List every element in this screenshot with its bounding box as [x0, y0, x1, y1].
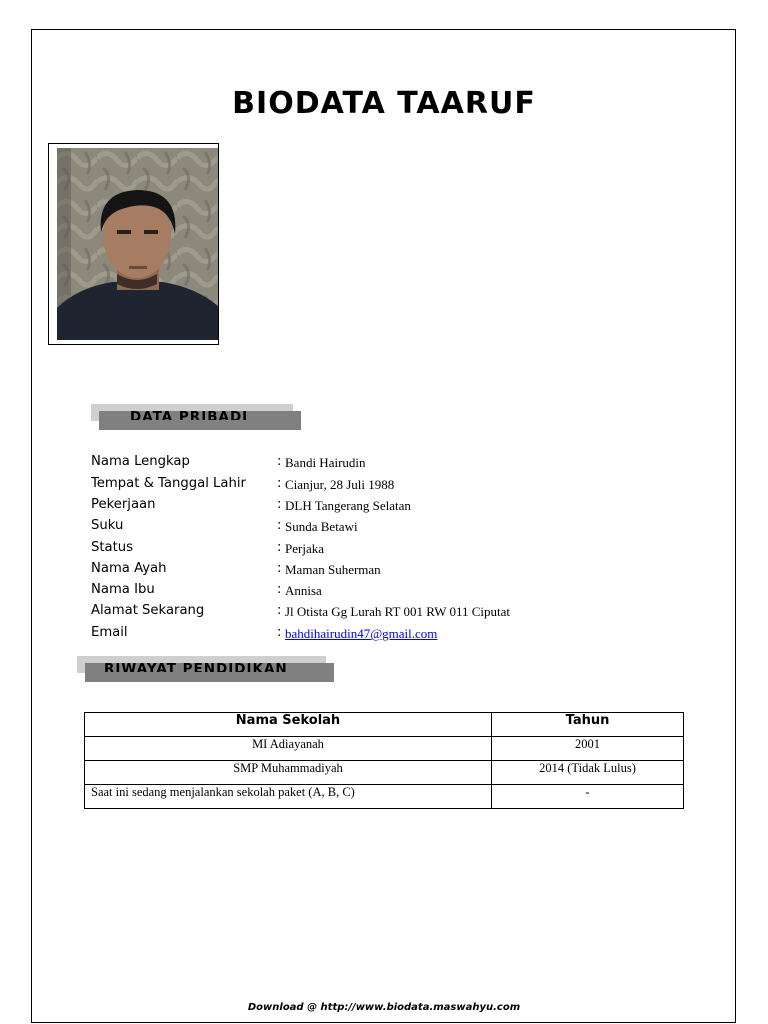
- field-row-tempat-tanggal-lahir: [91, 476, 691, 496]
- table-header-row: [85, 713, 684, 737]
- field-row-nama-ibu: [91, 582, 691, 602]
- field-label: Nama Lengkap: [91, 454, 190, 469]
- download-footer: Download @ http://www.biodata.maswahyu.com: [247, 1002, 521, 1013]
- column-header-year: Tahun: [492, 713, 684, 737]
- field-value: Perjaka: [285, 541, 324, 556]
- field-row-nama-ayah: [91, 561, 691, 581]
- email-link[interactable]: bahdihairudin47@gmail.com: [285, 626, 438, 641]
- column-header-school: Nama Sekolah: [85, 713, 492, 737]
- field-value: Sunda Betawi: [285, 519, 358, 534]
- field-value: Jl Otista Gg Lurah RT 001 RW 011 Ciputat: [285, 604, 511, 619]
- section-title: RIWAYAT PENDIDIKAN: [104, 661, 288, 672]
- section-heading-education: [77, 656, 337, 684]
- field-separator: :: [277, 625, 282, 640]
- year-cell: 2014 (Tidak Lulus): [492, 761, 684, 785]
- school-cell: MI Adiayanah: [85, 737, 492, 761]
- field-label: Nama Ayah: [91, 561, 167, 576]
- field-separator: :: [277, 603, 282, 618]
- field-value: Bandi Hairudin: [285, 455, 366, 470]
- field-separator: :: [277, 497, 282, 512]
- field-row-nama-lengkap: [91, 454, 691, 474]
- field-label: Suku: [91, 518, 124, 533]
- year-cell: 2001: [492, 737, 684, 761]
- field-separator: :: [277, 582, 282, 597]
- field-value: Maman Suherman: [285, 562, 381, 577]
- section-title: DATA PRIBADI: [130, 409, 249, 420]
- field-row-email: [91, 625, 691, 645]
- table-row: [85, 737, 684, 761]
- section-heading-personal: [91, 404, 303, 432]
- field-label: Nama Ibu: [91, 582, 155, 597]
- field-label: Email: [91, 625, 128, 640]
- profile-photo: [57, 148, 218, 340]
- document-title: BIODATA TAARUF: [232, 86, 536, 121]
- field-row-alamat-sekarang: [91, 603, 691, 623]
- school-cell: SMP Muhammadiyah: [85, 761, 492, 785]
- field-row-pekerjaan: [91, 497, 691, 517]
- year-cell: -: [492, 785, 684, 809]
- field-label: Status: [91, 540, 134, 555]
- field-separator: :: [277, 561, 282, 576]
- education-table: [84, 712, 684, 809]
- school-cell: Saat ini sedang menjalankan sekolah paket (A, B, C): [85, 785, 492, 809]
- table-row: [85, 761, 684, 785]
- field-value: DLH Tangerang Selatan: [285, 498, 411, 513]
- field-value: Annisa: [285, 583, 322, 598]
- field-row-status: [91, 540, 691, 560]
- field-separator: :: [277, 540, 282, 555]
- field-row-suku: [91, 518, 691, 538]
- table-row: [85, 785, 684, 809]
- field-label: Alamat Sekarang: [91, 603, 205, 618]
- field-value: Cianjur, 28 Juli 1988: [285, 477, 395, 492]
- field-separator: :: [277, 518, 282, 533]
- field-label: Pekerjaan: [91, 497, 156, 512]
- field-label: Tempat & Tanggal Lahir: [91, 476, 246, 491]
- field-separator: :: [277, 476, 282, 491]
- field-separator: :: [277, 454, 282, 469]
